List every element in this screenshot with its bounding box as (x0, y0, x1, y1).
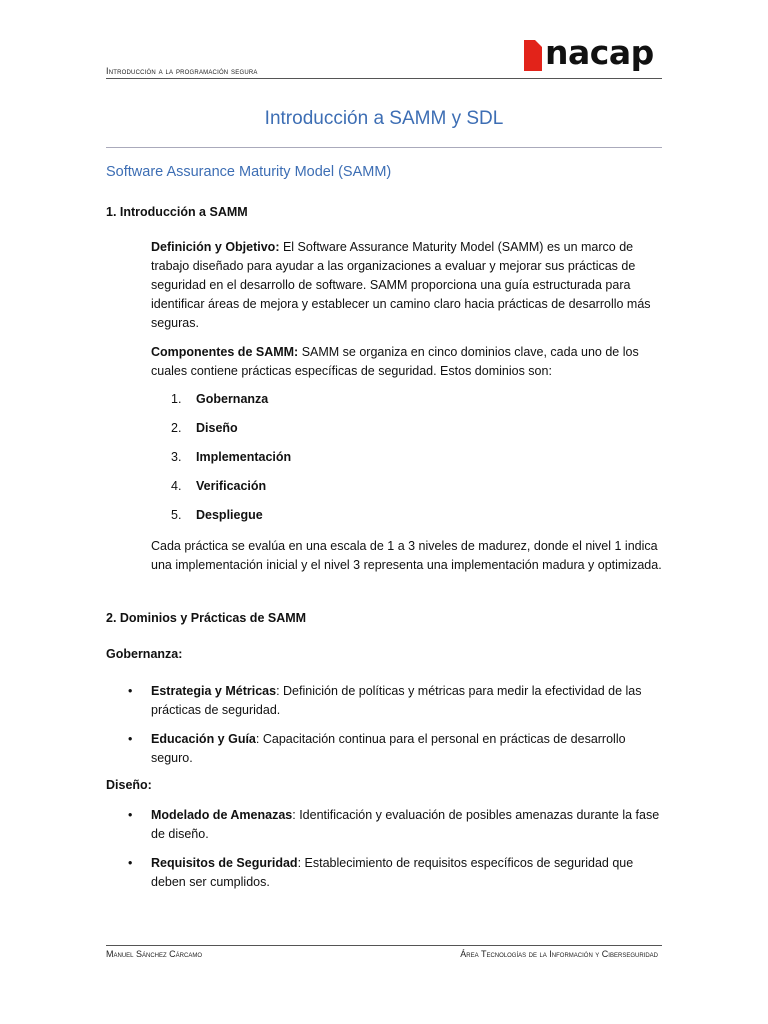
practice-label: Requisitos de Seguridad (151, 856, 298, 870)
list-item (106, 806, 662, 844)
subheading-diseno: Diseño: (106, 778, 152, 792)
bullet-icon: • (128, 808, 133, 822)
practice-text: : Capacitación continua para el personal en prácticas de desarrollo seguro. (151, 732, 626, 765)
components-paragraph (151, 343, 666, 381)
practice-label: Modelado de Amenazas (151, 808, 293, 822)
footer-area: Área Tecnologías de la Información y Ciberseguridad (460, 949, 658, 959)
practice-label: Estrategia y Métricas (151, 684, 277, 698)
list-number: 2. (171, 421, 182, 435)
header-course-title: Introducción a la programación segura (106, 66, 258, 76)
list-item-label: Verificación (196, 479, 267, 493)
subheading-gobernanza: Gobernanza: (106, 647, 183, 661)
list-item-label: Gobernanza (196, 392, 269, 406)
heading-dominios-practicas: 2. Dominios y Prácticas de SAMM (106, 611, 307, 625)
list-number: 3. (171, 450, 182, 464)
list-number: 4. (171, 479, 182, 493)
page-title: Introducción a SAMM y SDL (264, 108, 504, 129)
practice-text: : Identificación y evaluación de posibles amenazas durante la fase de diseño. (151, 808, 660, 841)
bullet-icon: • (128, 856, 133, 870)
heading-introduccion: 1. Introducción a SAMM (106, 205, 248, 219)
list-item (106, 730, 662, 768)
list-item-label: Diseño (196, 421, 238, 435)
list-item (106, 682, 662, 720)
components-label: Componentes de SAMM: (151, 345, 299, 359)
practice-text: : Establecimiento de requisitos específicos de seguridad que deben ser cumplidos. (151, 856, 634, 889)
gobernanza-practices-list (106, 682, 662, 768)
list-item-label: Despliegue (196, 508, 263, 522)
inacap-logo (524, 33, 664, 79)
bullet-icon: • (128, 684, 133, 698)
list-item-label: Implementación (196, 450, 292, 464)
practice-label: Educación y Guía (151, 732, 256, 746)
bullet-icon: • (128, 732, 133, 746)
definition-paragraph (151, 238, 666, 333)
definition-label: Definición y Objetivo: (151, 240, 280, 254)
footer-author: Manuel Sánchez Cárcamo (106, 949, 203, 959)
footer-divider (106, 945, 662, 946)
section-heading: Software Assurance Maturity Model (SAMM) (106, 164, 392, 180)
list-item (106, 854, 662, 892)
diseno-practices-list (106, 806, 662, 892)
title-divider (106, 147, 662, 148)
list-number: 5. (171, 508, 182, 522)
definition-text: El Software Assurance Maturity Model (SAMM) es un marco de trabajo diseñado para ayudar a las organizaciones a evaluar y mejorar sus prácticas de seguridad en el desarrollo de software. SAMM proporciona una guía estructurada para identificar áreas de mejora y establecer un camino claro hacia prácticas de desarrollo más seguras. (151, 240, 651, 330)
list-number: 1. (171, 392, 182, 406)
practice-text: : Definición de políticas y métricas para medir la efectividad de las prácticas de seguridad. (151, 684, 642, 717)
logo-red-mark-icon (524, 40, 542, 71)
components-text: SAMM se organiza en cinco dominios clave, cada uno de los cuales contiene prácticas específicas de seguridad. Estos dominios son: (151, 345, 639, 378)
logo-wordmark: nacap (545, 33, 654, 72)
maturity-scale-paragraph: Cada práctica se evalúa en una escala de 1 a 3 niveles de madurez, donde el nivel 1 indica una implementación inicial y el nivel 3 representa una implementación madura y optimizada. (151, 539, 662, 572)
